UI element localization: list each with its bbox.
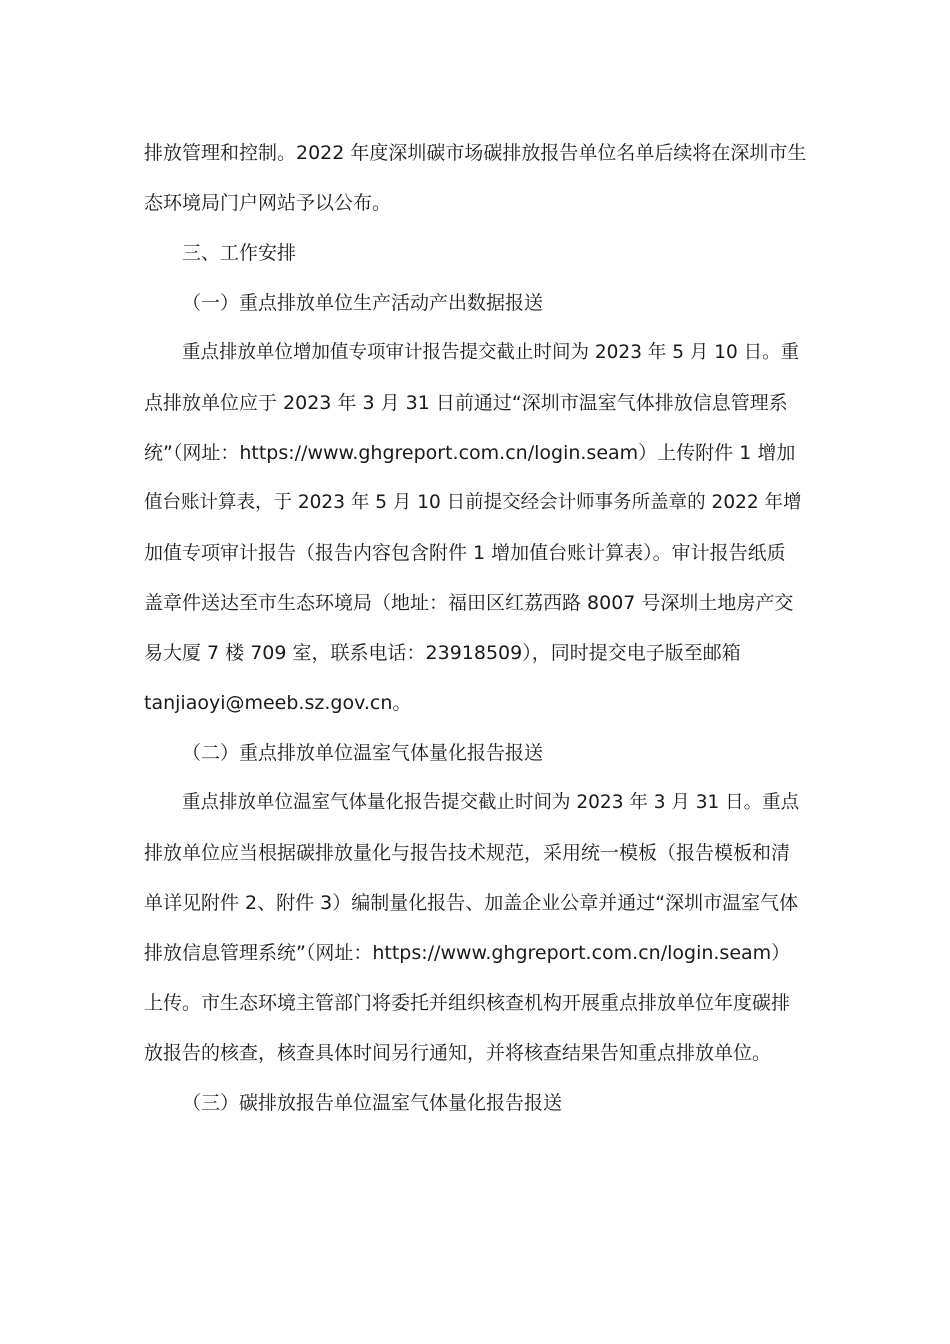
text-line: 三、工作安排 <box>182 242 297 264</box>
text-line: 重点排放单位温室气体量化报告提交截止时间为 2023 年 3 月 31 日。重点 <box>182 792 800 813</box>
text-line: 排放单位应当根据碳排放量化与报告技术规范，采用统一模板（报告模板和清 <box>144 842 791 864</box>
text-line: 盖章件送达至市生态环境局（地址：福田区红荔西路 8007 号深圳土地房产交 <box>144 592 794 614</box>
text-line: 上传。市生态环境主管部门将委托并组织核查机构开展重点排放单位年度碳排 <box>144 992 791 1014</box>
text-line: 点排放单位应于 2023 年 3 月 31 日前通过“深圳市温室气体排放信息管理系 <box>144 392 788 414</box>
text-line: tanjiaoyi@meeb.sz.gov.cn。 <box>144 692 412 714</box>
text-line: 值台账计算表，于 2023 年 5 月 10 日前提交经会计师事务所盖章的 2022 年增 <box>144 492 802 513</box>
text-line: （三）碳排放报告单位温室气体量化报告报送 <box>182 1092 563 1114</box>
text-line: 排放管理和控制。2022 年度深圳碳市场碳排放报告单位名单后续将在深圳市生 <box>144 142 807 164</box>
document-body <box>144 128 808 1128</box>
text-line: 加值专项审计报告（报告内容包含附件 1 增加值台账计算表）。审计报告纸质 <box>144 542 786 564</box>
text-line: 排放信息管理系统”（网址：https://www.ghgreport.com.cn/login.seam） <box>144 942 791 964</box>
text-line: 易大厦 7 楼 709 室，联系电话：23918509），同时提交电子版至邮箱 <box>144 642 741 664</box>
text-line: 态环境局门户网站予以公布。 <box>144 192 392 214</box>
text-line: （一）重点排放单位生产活动产出数据报送 <box>182 292 544 314</box>
text-line: 单详见附件 2、附件 3）编制量化报告、加盖企业公章并通过“深圳市温室气体 <box>144 892 799 914</box>
text-line: 统”（网址：https://www.ghgreport.com.cn/login.seam）上传附件 1 增加 <box>144 442 796 464</box>
text-line: 重点排放单位增加值专项审计报告提交截止时间为 2023 年 5 月 10 日。重 <box>182 342 800 363</box>
text-line: （二）重点排放单位温室气体量化报告报送 <box>182 742 544 764</box>
text-line: 放报告的核查，核查具体时间另行通知，并将核查结果告知重点排放单位。 <box>144 1042 772 1064</box>
